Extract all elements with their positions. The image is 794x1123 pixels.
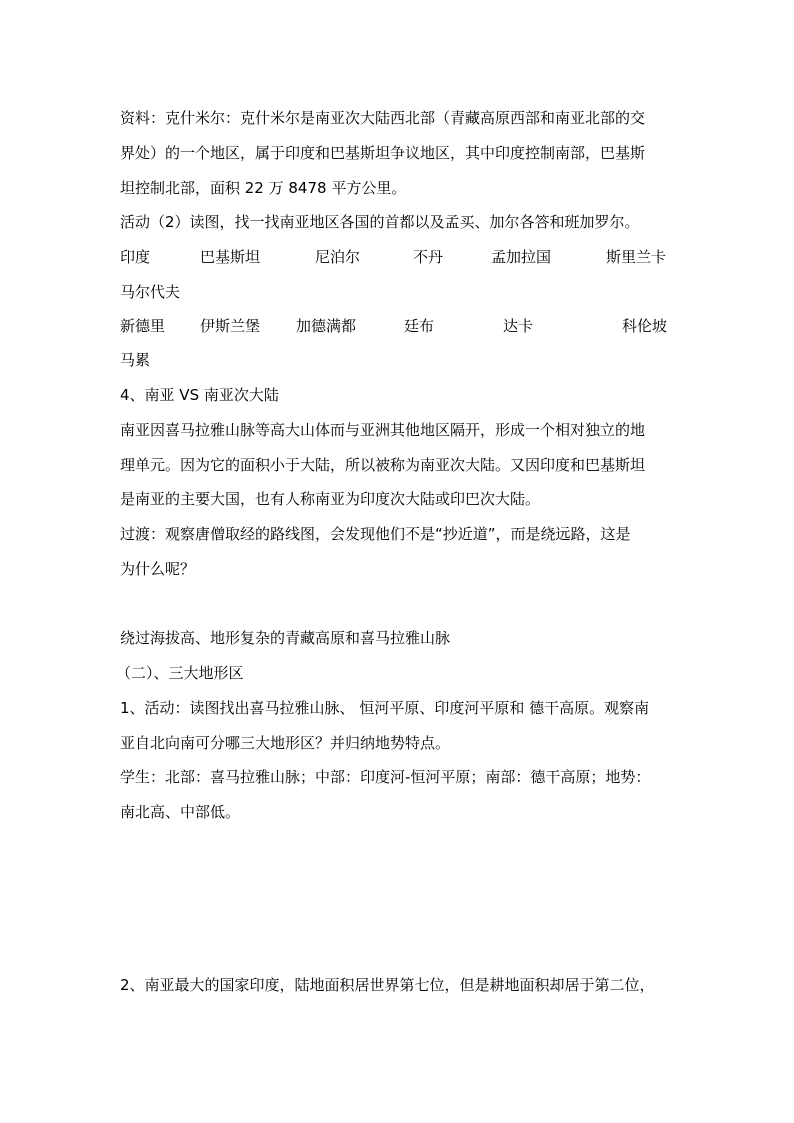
capital-new-delhi: 新德里 — [120, 317, 166, 335]
kashmir-paragraph-line-3: 坦控制北部，面积 22 万 8478 平方公里。 — [120, 179, 407, 197]
country-india: 印度 — [120, 248, 151, 266]
capital-dhaka: 达卡 — [503, 317, 534, 335]
section-4-heading: 4、南亚 VS 南亚次大陆 — [120, 386, 279, 404]
country-sri-lanka: 斯里兰卡 — [606, 248, 667, 266]
activity-1-line-1: 1、活动：读图找出喜马拉雅山脉、 恒河平原、印度河平原和 德干高原。观察南 — [120, 699, 650, 717]
capital-islamabad: 伊斯兰堡 — [200, 317, 261, 335]
country-bhutan: 不丹 — [413, 248, 444, 266]
item-2-text: 2、南亚最大的国家印度，陆地面积居世界第七位，但是耕地面积却居于第二位， — [120, 976, 655, 994]
capital-kathmandu: 加德满都 — [296, 317, 357, 335]
capital-male: 马累 — [120, 351, 151, 369]
section-2-title: （二）、三大地形区 — [116, 664, 244, 682]
transition-paragraph-line-2: 为什么呢？ — [120, 560, 196, 578]
capital-colombo: 科伦坡 — [622, 317, 668, 335]
kashmir-paragraph-line-1: 资料：克什米尔：克什米尔是南亚次大陆西北部（青藏高原西部和南亚北部的交 — [120, 109, 646, 127]
country-bangladesh: 孟加拉国 — [491, 248, 552, 266]
subcontinent-paragraph-line-2: 理单元。因为它的面积小于大陆，所以被称为南亚次大陆。又因印度和巴基斯坦 — [120, 456, 646, 474]
subcontinent-paragraph-line-1: 南亚因喜马拉雅山脉等高大山体而与亚洲其他地区隔开，形成一个相对独立的地 — [120, 421, 646, 439]
kashmir-paragraph-line-2: 界处）的一个地区，属于印度和巴基斯坦争议地区，其中印度控制南部，巴基斯 — [120, 144, 646, 162]
activity-2-text: 活动（2）读图，找一找南亚地区各国的首都以及孟买、加尔各答和班加罗尔。 — [120, 213, 640, 231]
capital-thimphu: 廷布 — [404, 317, 435, 335]
country-nepal: 尼泊尔 — [315, 248, 361, 266]
subcontinent-paragraph-line-3: 是南亚的主要大国，也有人称南亚为印度次大陆或印巴次大陆。 — [120, 490, 541, 508]
country-pakistan: 巴基斯坦 — [200, 248, 261, 266]
activity-1-line-2: 亚自北向南可分哪三大地形区？并归纳地势特点。 — [120, 734, 451, 752]
student-answer-line-2: 南北高、中部低。 — [120, 803, 241, 821]
transition-paragraph-line-1: 过渡：观察唐僧取经的路线图，会发现他们不是“抄近道”，而是绕远路，这是 — [120, 525, 631, 543]
detour-answer: 绕过海拔高、地形复杂的青藏高原和喜马拉雅山脉 — [120, 629, 451, 647]
student-answer-line-1: 学生：北部：喜马拉雅山脉；中部：印度河-恒河平原；南部：德干高原；地势： — [120, 768, 651, 786]
country-maldives: 马尔代夫 — [120, 283, 181, 301]
